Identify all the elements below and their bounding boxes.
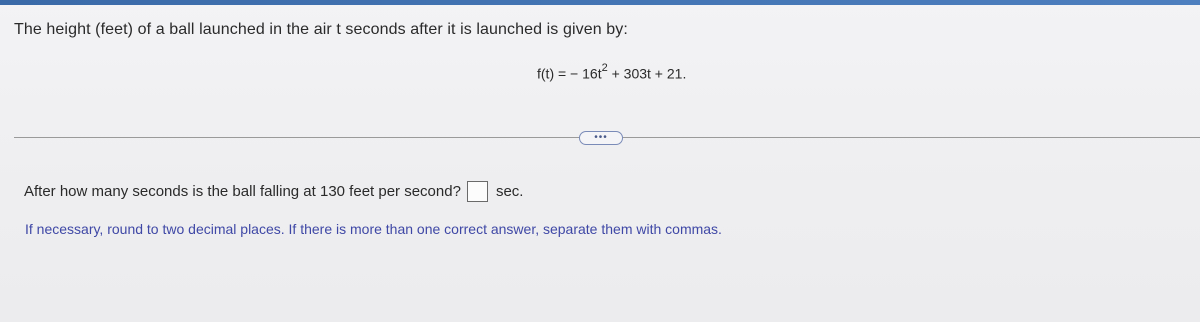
expand-more-button[interactable]: ••• bbox=[579, 131, 623, 145]
top-accent-bar bbox=[0, 0, 1200, 5]
rounding-hint: If necessary, round to two decimal places. If there is more than one correct answer, separate them with commas. bbox=[25, 221, 722, 237]
formula-right: + 303t + 21. bbox=[607, 65, 687, 82]
formula-left: f(t) = − 16t bbox=[537, 65, 602, 82]
answer-input[interactable] bbox=[467, 181, 488, 202]
question-prompt: After how many seconds is the ball falling at 130 feet per second? bbox=[24, 183, 461, 200]
question-prompt-row bbox=[24, 181, 523, 202]
function-formula bbox=[537, 64, 686, 82]
question-intro-text: The height (feet) of a ball launched in the air t seconds after it is launched is given by: bbox=[14, 21, 628, 38]
formula-exponent: 2 bbox=[601, 62, 608, 74]
answer-unit-label: sec. bbox=[495, 183, 524, 200]
